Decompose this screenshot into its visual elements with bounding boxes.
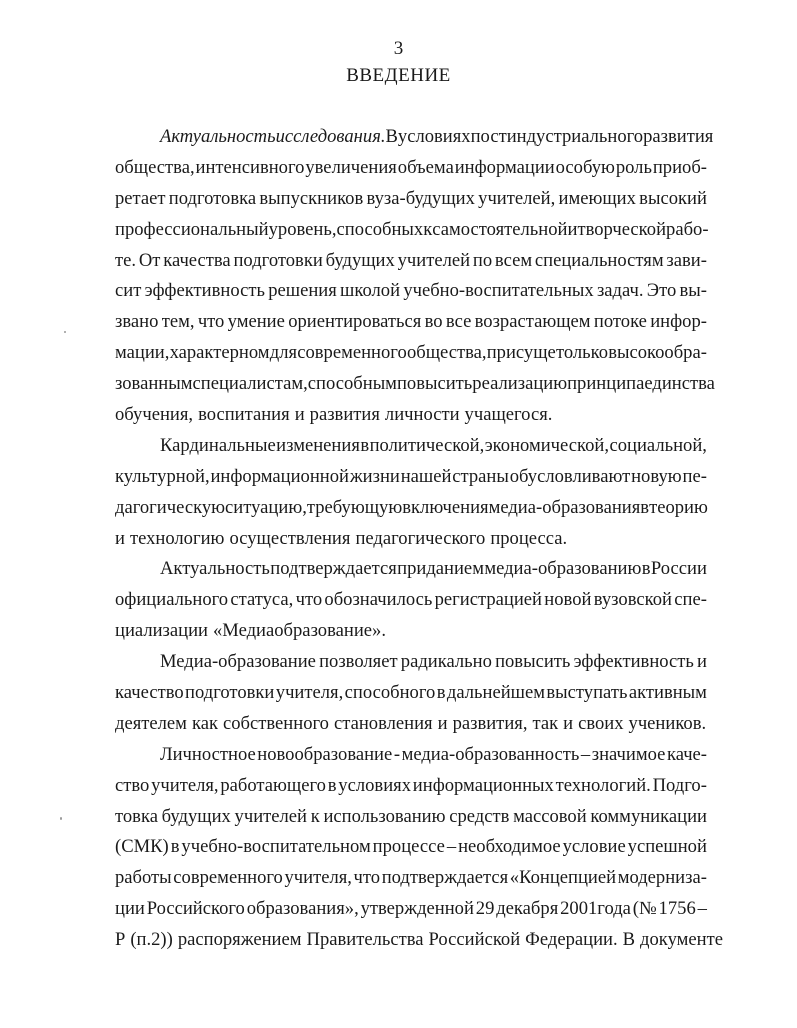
text-line: ции Российского образования», утвержденной 29 декабря 2001года (№ 1756 – [115,898,707,920]
text-line: звано тем, что умение ориентироваться во все возрастающем потоке инфор- [115,311,707,333]
text-line: и технологию осуществления педагогического процесса. [115,527,568,549]
text-line: те. От качества подготовки будущих учителей по всем специальностям зави- [115,249,707,271]
text-line: деятелем как собственного становления и развития, так и своих учеников. [115,712,707,734]
text-line: товка будущих учителей к использованию средств массовой коммуникации [115,805,707,827]
paragraph [115,647,707,740]
text-line: зованным специалистам, способным повысить реализацию принципа единства [115,373,715,395]
text-line: Актуальность исследования. В условиях постиндустриального развития [160,126,714,147]
text-line: общества, интенсивного увеличения объема информации особую роль приоб- [115,156,707,178]
section-heading: ВВЕДЕНИЕ [346,65,451,86]
scan-speck [64,331,66,333]
text-line: Кардинальные изменения в политической, экономической, социальной, [160,434,707,456]
page-number: 3 [393,38,404,59]
paragraph [115,122,715,431]
text-line: сит эффективность решения школой учебно-воспитательных задач. Это вы- [115,280,707,302]
text-line: Медиа-образование позволяет радикально повысить эффективность и [160,651,707,673]
text-line: качество подготовки учителя, способного в дальнейшем выступать активным [115,682,707,704]
text-line: обучения, воспитания и развития личности учащегося. [115,404,553,426]
text-line: Р (п.2)) распоряжением Правительства Российской Федерации. В документе [115,929,723,951]
text-line: ство учителя, работающего в условиях информационных технологий. Подго- [115,774,707,796]
text-line: ретает подготовка выпускников вуза-будущих учителей, имеющих высокий [115,187,707,209]
text-line: работы современного учителя, что подтверждается «Концепцией модерниза- [115,867,707,889]
document-body [115,122,723,956]
text-line: культурной, информационной жизни нашей страны обусловливают новую пе- [115,465,707,487]
text-line: (СМК) в учебно-воспитательном процессе – необходимое условие успешной [115,836,707,858]
text-line: Актуальность подтверждается приданием медиа-образованию в России [160,558,707,580]
text-line: мации, характерном для современного общества, присуще только высокообра- [115,342,707,364]
scan-speck [60,817,62,820]
paragraph [115,431,707,555]
text-line: циализации «Медиаобразование». [115,620,386,642]
paragraph [115,554,707,647]
text-line: официального статуса, что обозначилось регистрацией новой вузовской спе- [115,589,707,611]
text-line: дагогическую ситуацию, требующую включения медиа-образования в теорию [115,496,708,518]
text-line: Личностное новообразование - медиа-образованность – значимое каче- [160,743,707,765]
text-line: профессиональный уровень, способных к самостоятельной и творческой рабо- [115,218,709,240]
paragraph [115,740,723,956]
